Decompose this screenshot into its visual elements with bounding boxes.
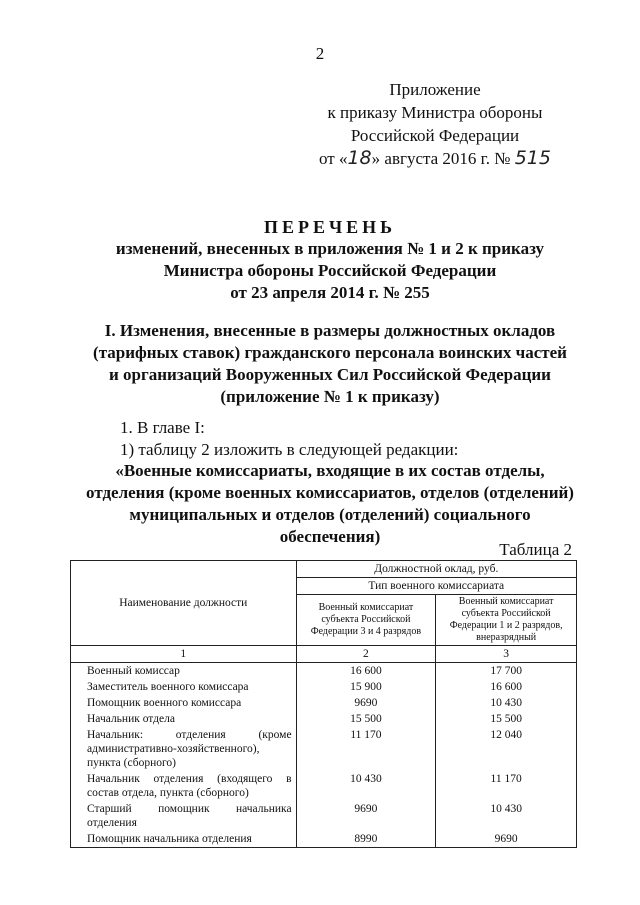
column-number: 3 (436, 646, 577, 663)
section-line-3: и организаций Вооруженных Сил Российской Федерации (109, 365, 551, 384)
column-number: 2 (296, 646, 436, 663)
handwritten-number: 515 (514, 147, 551, 169)
section-heading (60, 320, 600, 408)
salary-col-2: 16 600 (296, 663, 436, 680)
handwritten-day: 18 (347, 147, 372, 169)
header-salary: Должностной оклад, руб. (296, 561, 576, 578)
quoted-heading (60, 460, 600, 548)
salary-col-3: 16 600 (436, 679, 577, 695)
title-line-3: от 23 апреля 2014 г. № 255 (230, 283, 430, 302)
table-row (71, 695, 577, 711)
table-row (71, 771, 577, 801)
table-row (71, 711, 577, 727)
table-row (71, 679, 577, 695)
table-row (71, 831, 577, 848)
date-middle: » августа 2016 г. № (371, 149, 511, 168)
salary-col-3: 15 500 (436, 711, 577, 727)
table-label: Таблица 2 (499, 540, 572, 559)
salary-col-2: 9690 (296, 801, 436, 831)
position-name: Старший помощник начальника отделения (71, 801, 297, 831)
table-row (71, 663, 577, 680)
position-name: Заместитель военного комиссара (71, 679, 297, 695)
salary-table (70, 560, 577, 848)
title-line-1: изменений, внесенных в приложения № 1 и 2 к приказу (115, 239, 545, 258)
quote-line-3: муниципальных и отделов (отделений) социального (129, 505, 531, 524)
salary-col-3: 11 170 (436, 771, 577, 801)
salary-col-3: 12 040 (436, 727, 577, 771)
position-name: Начальник отдела (71, 711, 297, 727)
salary-col-2: 9690 (296, 695, 436, 711)
salary-col-2: 10 430 (296, 771, 436, 801)
position-name: Помощник военного комиссара (71, 695, 297, 711)
salary-col-2: 15 900 (296, 679, 436, 695)
date-prefix: от « (319, 149, 348, 168)
quote-line-1: «Военные комиссариаты, входящие в их состав отделы, (115, 461, 545, 480)
section-line-4: (приложение № 1 к приказу) (220, 387, 440, 406)
salary-col-3: 10 430 (436, 801, 577, 831)
header-col-2: Военный комиссариат субъекта Российской Федерации 3 и 4 разрядов (296, 595, 436, 646)
appendix-line-3: Российской Федерации (350, 126, 520, 145)
appendix-line-2: к приказу Министра обороны (327, 103, 543, 122)
header-commissariat-type: Тип военного комиссариата (296, 578, 576, 595)
header-position-name: Наименование должности (71, 561, 297, 646)
position-name: Начальник отделения (входящего в состав отдела, пункта (сборного) (71, 771, 297, 801)
section-line-2: (тарифных ставок) гражданского персонала воинских частей (93, 343, 567, 362)
salary-col-3: 17 700 (436, 663, 577, 680)
salary-col-2: 15 500 (296, 711, 436, 727)
section-line-1: I. Изменения, внесенные в размеры должностных окладов (104, 321, 556, 340)
column-number: 1 (71, 646, 297, 663)
appendix-date-line (300, 147, 570, 170)
appendix-line-1: Приложение (389, 80, 481, 99)
position-name: Помощник начальника отделения (71, 831, 297, 848)
salary-col-2: 11 170 (296, 727, 436, 771)
position-name: Военный комиссар (71, 663, 297, 680)
title-line-2: Министра обороны Российской Федерации (163, 261, 497, 280)
paragraph-1: 1. В главе I: (120, 418, 205, 437)
table-row (71, 801, 577, 831)
position-name: Начальник: отделения (кроме административно-хозяйственного), пункта (сборного) (71, 727, 297, 771)
header-col-3: Военный комиссариат субъекта Российской Федерации 1 и 2 разрядов, внеразрядный (436, 595, 577, 646)
quote-line-4: обеспечения) (279, 527, 381, 546)
paragraph-2: 1) таблицу 2 изложить в следующей редакции: (120, 440, 459, 459)
salary-col-3: 10 430 (436, 695, 577, 711)
salary-col-3: 9690 (436, 831, 577, 848)
title-heading: ПЕРЕЧЕНЬ (263, 217, 397, 237)
appendix-block (300, 78, 570, 170)
column-number-row (71, 646, 577, 663)
table-row (71, 727, 577, 771)
salary-col-2: 8990 (296, 831, 436, 848)
quote-line-2: отделения (кроме военных комиссариатов, отделов (отделений) (86, 483, 574, 502)
page-number: 2 (315, 44, 325, 63)
document-title (60, 216, 600, 304)
